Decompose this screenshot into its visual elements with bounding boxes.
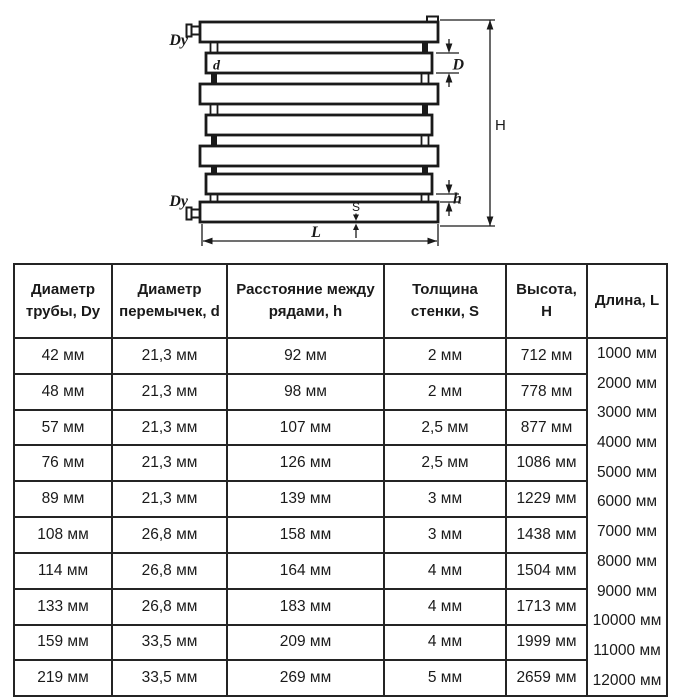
table-cell: 21,3 мм <box>112 374 227 410</box>
table-cell: 269 мм <box>227 660 384 696</box>
length-value: 2000 мм <box>596 374 658 392</box>
table-cell: 4 мм <box>384 589 506 625</box>
table-cell: 1504 мм <box>506 553 587 589</box>
inlet-stub-top-left <box>187 25 201 37</box>
header-pipe-diameter: Диаметр трубы, Dy <box>14 264 112 338</box>
pipe-row <box>200 84 438 104</box>
pipe-row <box>206 174 432 194</box>
table-cell: 133 мм <box>14 589 112 625</box>
table-row <box>14 517 667 553</box>
label-L: L <box>311 224 321 241</box>
pipe-row <box>200 202 438 222</box>
length-value: 3000 мм <box>596 404 658 422</box>
label-dy-top: Dy <box>169 32 188 49</box>
table-row <box>14 553 667 589</box>
table-cell: 21,3 мм <box>112 445 227 481</box>
table-cell: 108 мм <box>14 517 112 553</box>
length-values-cell <box>587 338 667 696</box>
table-row <box>14 374 667 410</box>
table-cell: 21,3 мм <box>112 338 227 374</box>
table-cell: 26,8 мм <box>112 589 227 625</box>
table-cell: 2659 мм <box>506 660 587 696</box>
table-cell: 107 мм <box>227 410 384 446</box>
table-cell: 1999 мм <box>506 625 587 661</box>
table-cell: 159 мм <box>14 625 112 661</box>
table-cell: 98 мм <box>227 374 384 410</box>
table-cell: 26,8 мм <box>112 517 227 553</box>
pipe-row <box>206 115 432 135</box>
table-row <box>14 338 667 374</box>
length-value: 4000 мм <box>596 434 658 452</box>
label-d: d <box>213 58 220 74</box>
label-h: h <box>453 190 462 208</box>
length-value: 6000 мм <box>596 493 658 511</box>
table-cell: 33,5 мм <box>112 660 227 696</box>
table-cell: 48 мм <box>14 374 112 410</box>
header-jumper-diameter: Диаметр перемычек, d <box>112 264 227 338</box>
table-cell: 3 мм <box>384 517 506 553</box>
table-cell: 4 мм <box>384 625 506 661</box>
table-cell: 57 мм <box>14 410 112 446</box>
length-value: 11000 мм <box>593 641 661 659</box>
table-cell: 2,5 мм <box>384 445 506 481</box>
table-cell: 1438 мм <box>506 517 587 553</box>
header-wall-thickness: Толщина стенки, S <box>384 264 506 338</box>
table-cell: 21,3 мм <box>112 410 227 446</box>
table-cell: 4 мм <box>384 553 506 589</box>
table-cell: 209 мм <box>227 625 384 661</box>
table-row <box>14 589 667 625</box>
label-D: D <box>452 56 465 74</box>
table-cell: 2,5 мм <box>384 410 506 446</box>
length-value: 1000 мм <box>596 345 658 362</box>
table-cell: 778 мм <box>506 374 587 410</box>
table-cell: 5 мм <box>384 660 506 696</box>
length-value: 9000 мм <box>596 582 658 600</box>
length-value: 5000 мм <box>596 463 658 481</box>
length-value: 7000 мм <box>596 523 658 541</box>
table-row <box>14 445 667 481</box>
header-row-spacing: Расстояние между рядами, h <box>227 264 384 338</box>
table-cell: 89 мм <box>14 481 112 517</box>
label-S: S <box>351 200 361 214</box>
table-cell: 712 мм <box>506 338 587 374</box>
label-dy-bottom: Dy <box>169 193 188 210</box>
table-cell: 2 мм <box>384 338 506 374</box>
header-length: Длина, L <box>587 264 667 338</box>
table-row <box>14 481 667 517</box>
table-cell: 114 мм <box>14 553 112 589</box>
length-value: 8000 мм <box>596 552 658 570</box>
table-cell: 21,3 мм <box>112 481 227 517</box>
table-cell: 139 мм <box>227 481 384 517</box>
length-value: 10000 мм <box>592 612 662 630</box>
table-cell: 877 мм <box>506 410 587 446</box>
table-cell: 1086 мм <box>506 445 587 481</box>
table-cell: 183 мм <box>227 589 384 625</box>
table-cell: 26,8 мм <box>112 553 227 589</box>
spec-table <box>13 263 668 697</box>
table-cell: 76 мм <box>14 445 112 481</box>
pipe-row <box>200 22 438 42</box>
table-cell: 33,5 мм <box>112 625 227 661</box>
table-cell: 3 мм <box>384 481 506 517</box>
label-H: H <box>495 117 506 134</box>
table-cell: 1229 мм <box>506 481 587 517</box>
table-cell: 2 мм <box>384 374 506 410</box>
spec-table-body <box>14 338 667 696</box>
table-cell: 42 мм <box>14 338 112 374</box>
header-row <box>14 264 667 338</box>
table-row <box>14 625 667 661</box>
table-cell: 1713 мм <box>506 589 587 625</box>
length-value: 12000 мм <box>592 671 662 689</box>
table-cell: 126 мм <box>227 445 384 481</box>
table-row <box>14 660 667 696</box>
table-cell: 158 мм <box>227 517 384 553</box>
pipe-row <box>206 53 432 73</box>
pipe-row <box>200 146 438 166</box>
table-cell: 219 мм <box>14 660 112 696</box>
inlet-stub-bottom-left <box>187 208 201 220</box>
table-row <box>14 410 667 446</box>
table-cell: 164 мм <box>227 553 384 589</box>
header-height: Высота, H <box>506 264 587 338</box>
register-diagram <box>0 0 683 258</box>
table-cell: 92 мм <box>227 338 384 374</box>
